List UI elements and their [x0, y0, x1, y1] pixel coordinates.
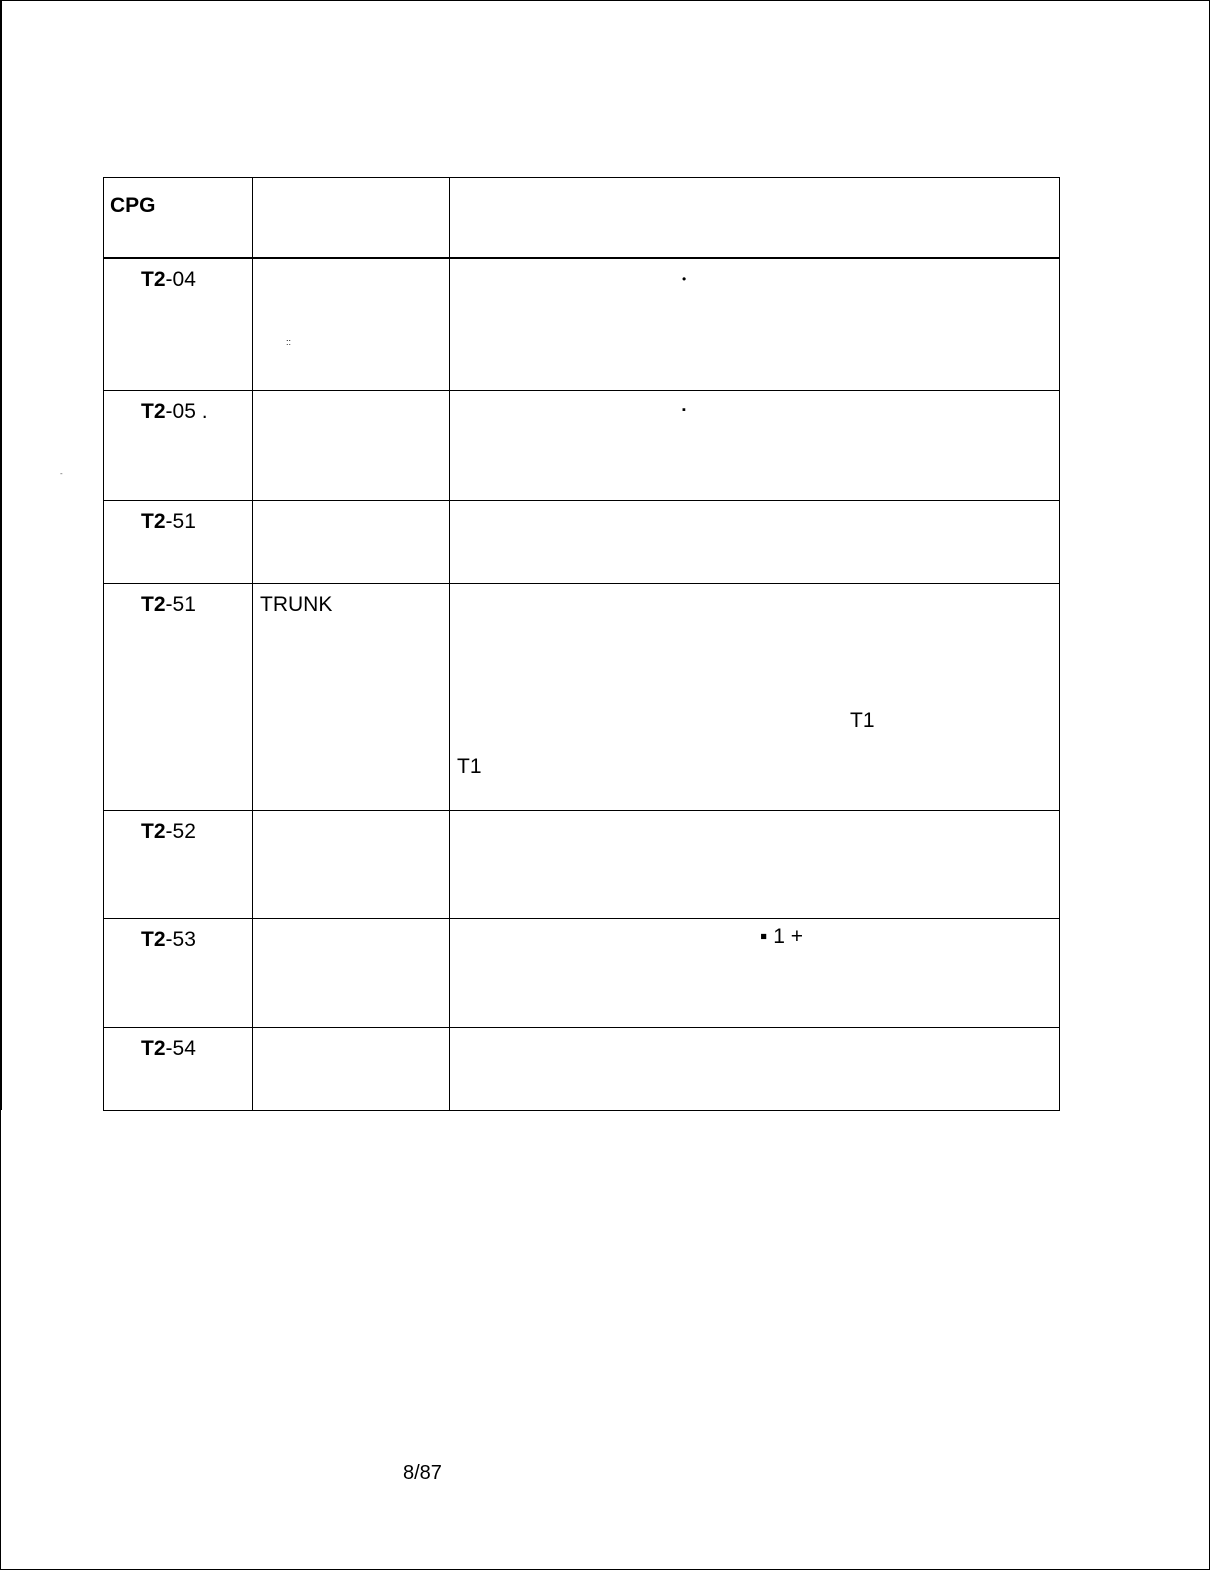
left-edge-rule — [0, 0, 2, 1110]
bullet-mark: • — [682, 271, 687, 286]
code-cell — [104, 811, 253, 919]
description-cell — [253, 811, 450, 919]
table-row — [104, 919, 1060, 1028]
cpg-code: T2-53 — [141, 928, 196, 951]
code-cell — [104, 1028, 253, 1111]
table-row — [104, 501, 1060, 584]
detail-cell — [450, 258, 1060, 391]
t1-label: T1 — [457, 755, 482, 778]
header-cell-cpg — [104, 178, 253, 258]
table-row — [104, 811, 1060, 919]
cpg-code: T2-51 — [141, 510, 196, 533]
detail-cell — [450, 501, 1060, 584]
table-header-row — [104, 178, 1060, 258]
cpg-code: T2-04 — [141, 267, 196, 291]
header-cpg-label: CPG — [110, 194, 156, 217]
detail-cell — [450, 1028, 1060, 1111]
table-row — [104, 584, 1060, 811]
code-cell — [104, 919, 253, 1028]
stray-mark: :: — [286, 336, 292, 347]
table-row — [104, 258, 1060, 391]
table-row — [104, 391, 1060, 501]
description-cell — [253, 501, 450, 584]
header-cell-2 — [253, 178, 450, 258]
table-row — [104, 1028, 1060, 1111]
code-cell — [104, 501, 253, 584]
description-cell — [253, 584, 450, 811]
description-cell — [253, 391, 450, 501]
cpg-table — [103, 177, 1060, 1111]
trunk-label: TRUNK — [260, 593, 333, 616]
cpg-code: T2-51 — [141, 593, 196, 616]
detail-text: ▪ 1 + — [760, 925, 804, 948]
code-cell — [104, 584, 253, 811]
description-cell — [253, 1028, 450, 1111]
t1-label: T1 — [850, 709, 875, 732]
cpg-code: T2-05 . — [141, 400, 208, 423]
stray-mark: - — [60, 469, 63, 478]
page-number: 8/87 — [403, 1462, 442, 1484]
detail-cell — [450, 811, 1060, 919]
bullet-mark: ▪ — [682, 404, 686, 416]
detail-cell — [450, 919, 1060, 1028]
description-cell — [253, 258, 450, 391]
cpg-code: T2-54 — [141, 1037, 196, 1060]
description-cell — [253, 919, 450, 1028]
code-cell — [104, 391, 253, 501]
cpg-code: T2-52 — [141, 820, 196, 843]
code-cell — [104, 258, 253, 391]
detail-cell — [450, 584, 1060, 811]
header-cell-3 — [450, 178, 1060, 258]
detail-cell — [450, 391, 1060, 501]
